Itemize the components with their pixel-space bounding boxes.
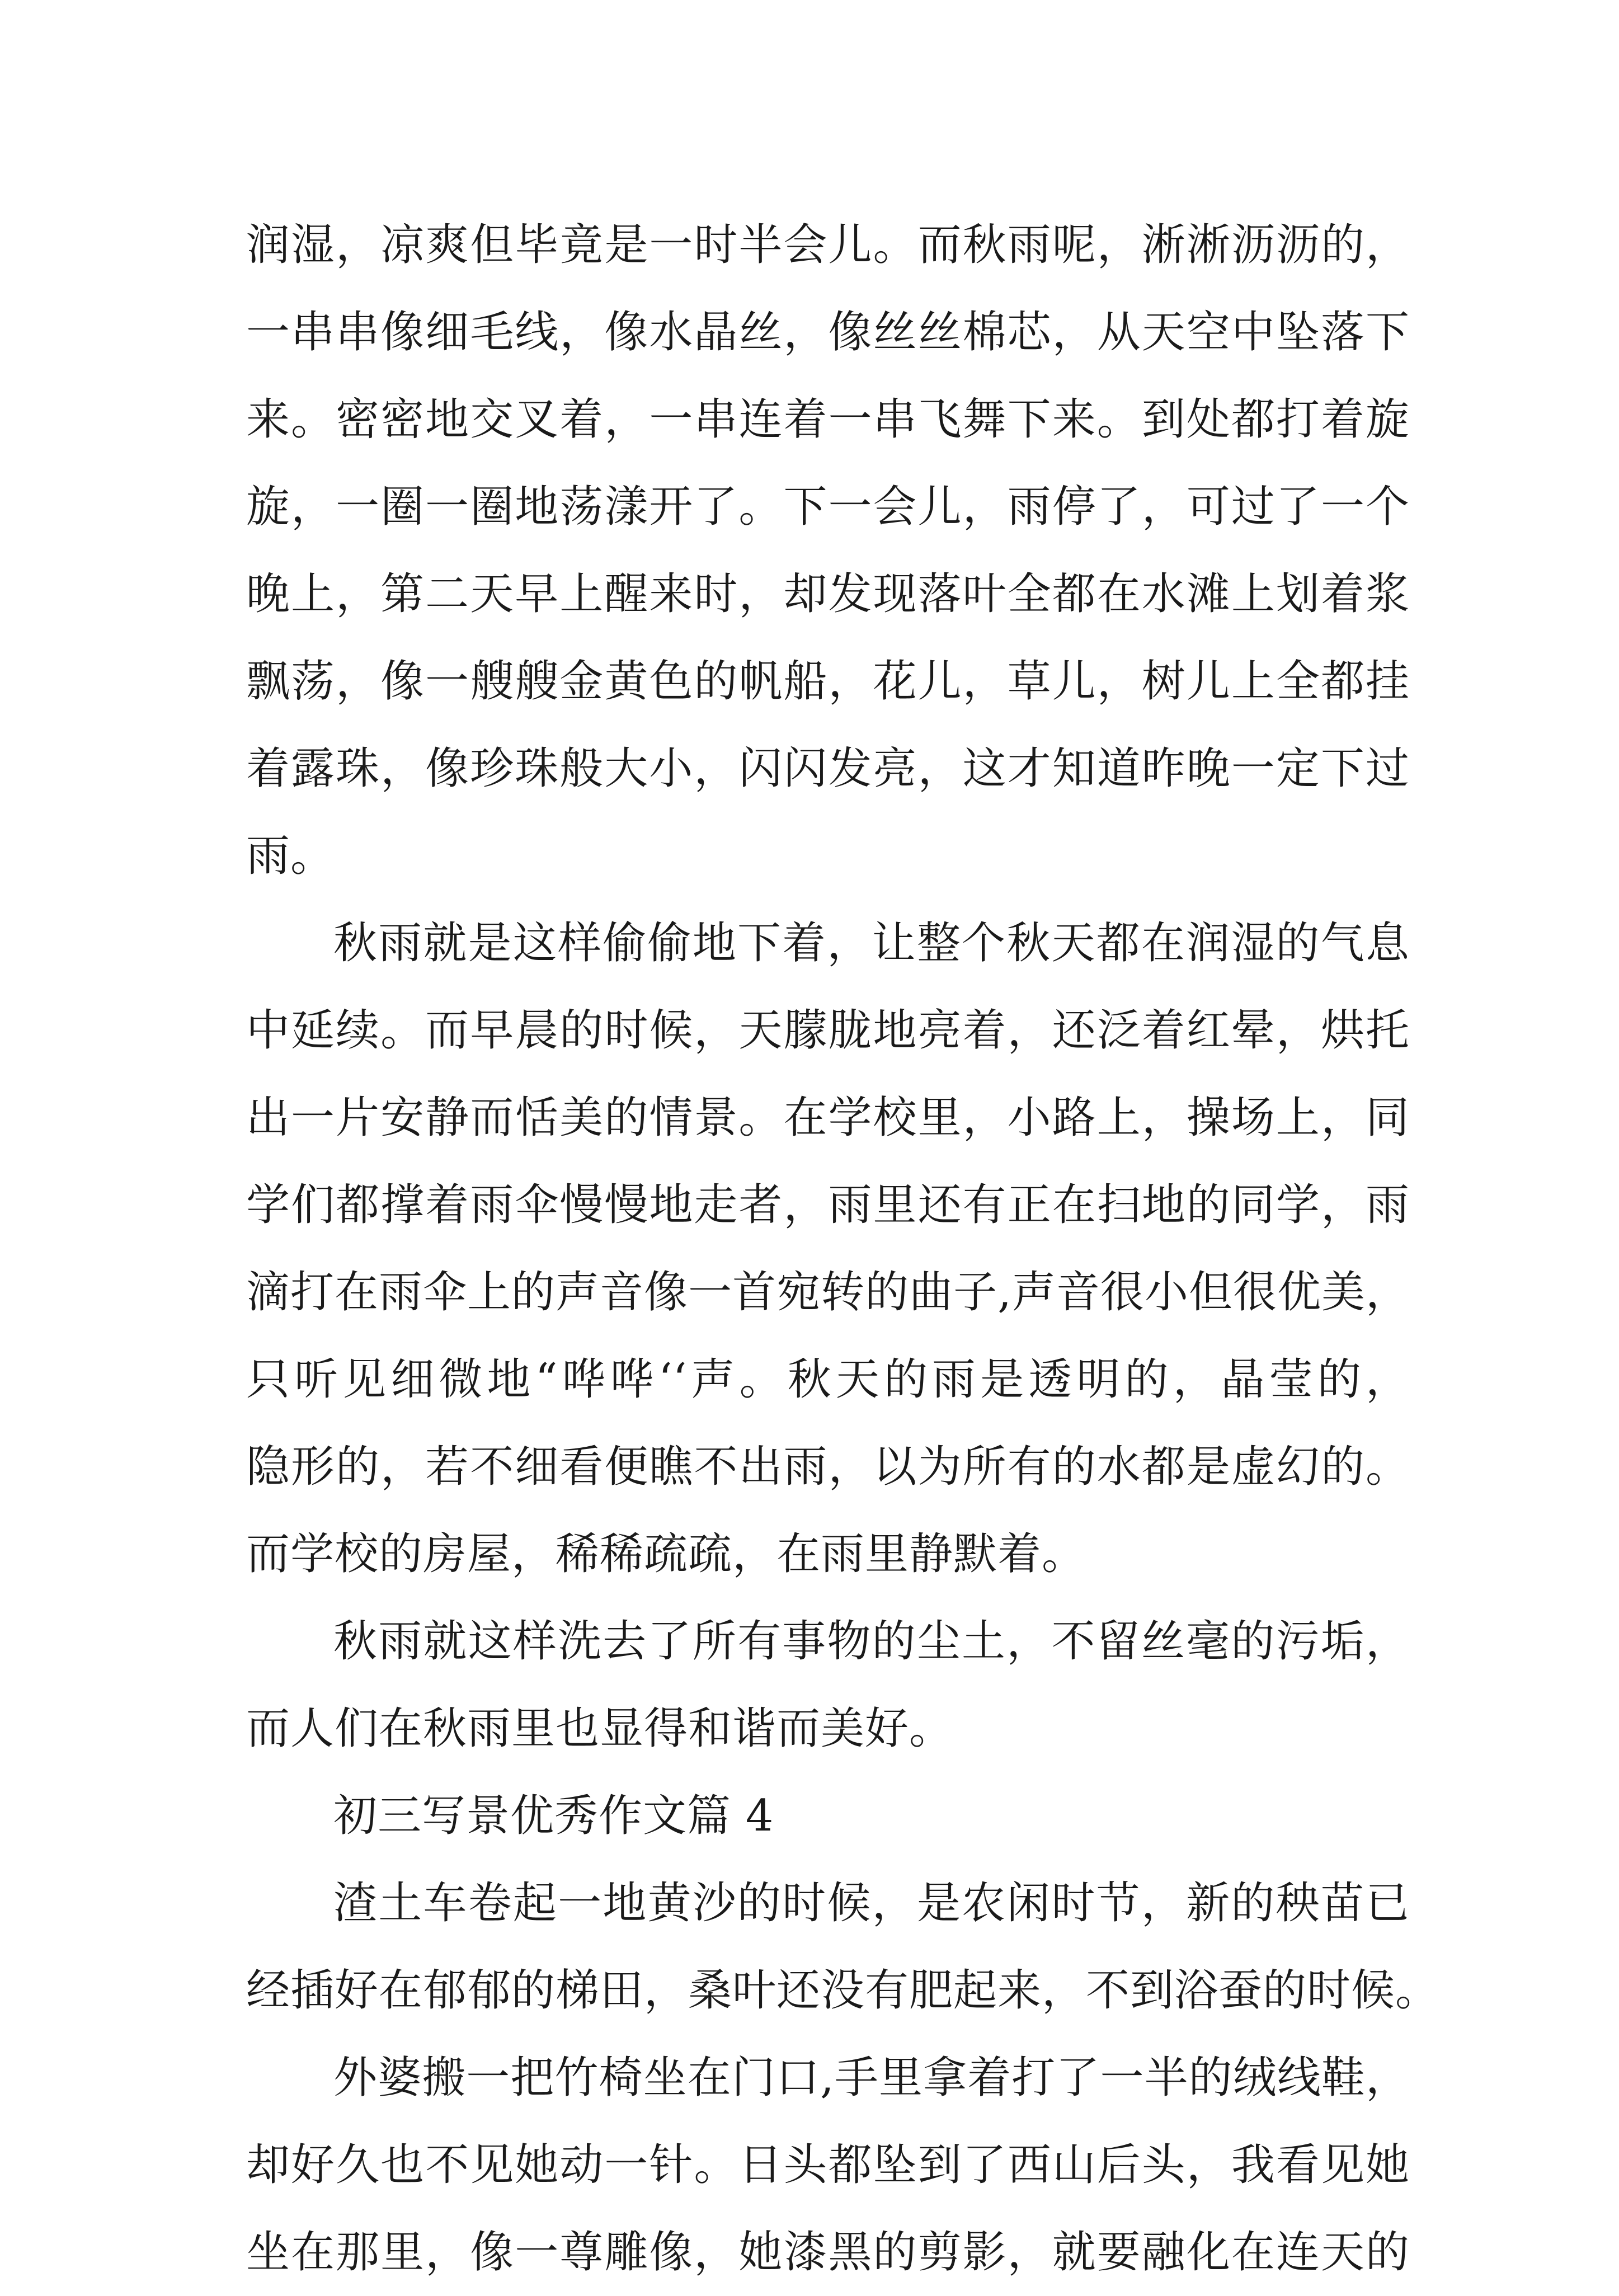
text-line: 滴打在雨伞上的声音像一首宛转的曲子,声音很小但很优美，: [246, 1267, 1410, 1318]
text-line: 一串串像细毛线，像水晶丝，像丝丝棉芯，从天空中坠落下: [246, 307, 1410, 357]
paragraph: [246, 201, 1410, 900]
text-line: 晚上，第二天早上醒来时，却发现落叶全都在水滩上划着浆: [246, 569, 1410, 619]
text-line: 秋雨就这样洗去了所有事物的尘土，不留丝毫的污垢，: [333, 1616, 1410, 1667]
text-line: 飘荡，像一艘艘金黄色的帆船，花儿，草儿，树儿上全都挂: [246, 656, 1410, 707]
text-line: 秋雨就是这样偷偷地下着，让整个秋天都在润湿的气息: [333, 918, 1410, 968]
text-line: 学们都撑着雨伞慢慢地走者，雨里还有正在扫地的同学，雨: [246, 1180, 1410, 1230]
text-line: 渣土车卷起一地黄沙的时候，是农闲时节，新的秧苗已: [333, 1878, 1410, 1928]
text-line: 着露珠，像珍珠般大小，闪闪发亮，这才知道昨晚一定下过: [246, 744, 1410, 794]
text-line: 坐在那里，像一尊雕像，她漆黑的剪影，就要融化在连天的: [246, 2227, 1410, 2278]
text-line: 雨。: [246, 831, 335, 881]
text-line: 中延续。而早晨的时候，天朦胧地亮着，还泛着红晕，烘托: [246, 1005, 1410, 1056]
text-line: 外婆搬一把竹椅坐在门口,手里拿着打了一半的绒线鞋，: [333, 2053, 1410, 2103]
text-line: 隐形的，若不细看便瞧不出雨，以为所有的水都是虚幻的。: [246, 1442, 1410, 1492]
paragraph: [246, 900, 1410, 1598]
text-line: 只听见细微地“哗哗‘‘声。秋天的雨是透明的，晶莹的，: [246, 1354, 1410, 1405]
text-line: 来。密密地交叉着，一串连着一串飞舞下来。到处都打着旋: [246, 394, 1410, 445]
text-line: 而学校的房屋，稀稀疏疏，在雨里静默着。: [246, 1529, 1086, 1579]
paragraph: [246, 1598, 1410, 1772]
text-line: 而人们在秋雨里也显得和谐而美好。: [246, 1704, 954, 1754]
text-line: 旋，一圈一圈地荡漾开了。下一会儿，雨停了，可过了一个: [246, 482, 1410, 532]
essay-body: [246, 201, 1440, 2296]
section-heading: [246, 1772, 1410, 1860]
text-line: 润湿，凉爽但毕竟是一时半会儿。而秋雨呢，淅淅沥沥的，: [246, 220, 1410, 270]
paragraph: [246, 1860, 1440, 2034]
text-line: 却好久也不见她动一针。日头都坠到了西山后头，我看见她: [246, 2140, 1410, 2190]
heading-line: 初三写景优秀作文篇 4: [333, 1791, 774, 1841]
text-line: 出一片安静而恬美的情景。在学校里，小路上，操场上，同: [246, 1093, 1410, 1143]
paragraph: [246, 2034, 1410, 2296]
text-line: 经插好在郁郁的梯田，桑叶还没有肥起来，不到浴蚕的时候。: [246, 1965, 1440, 2016]
